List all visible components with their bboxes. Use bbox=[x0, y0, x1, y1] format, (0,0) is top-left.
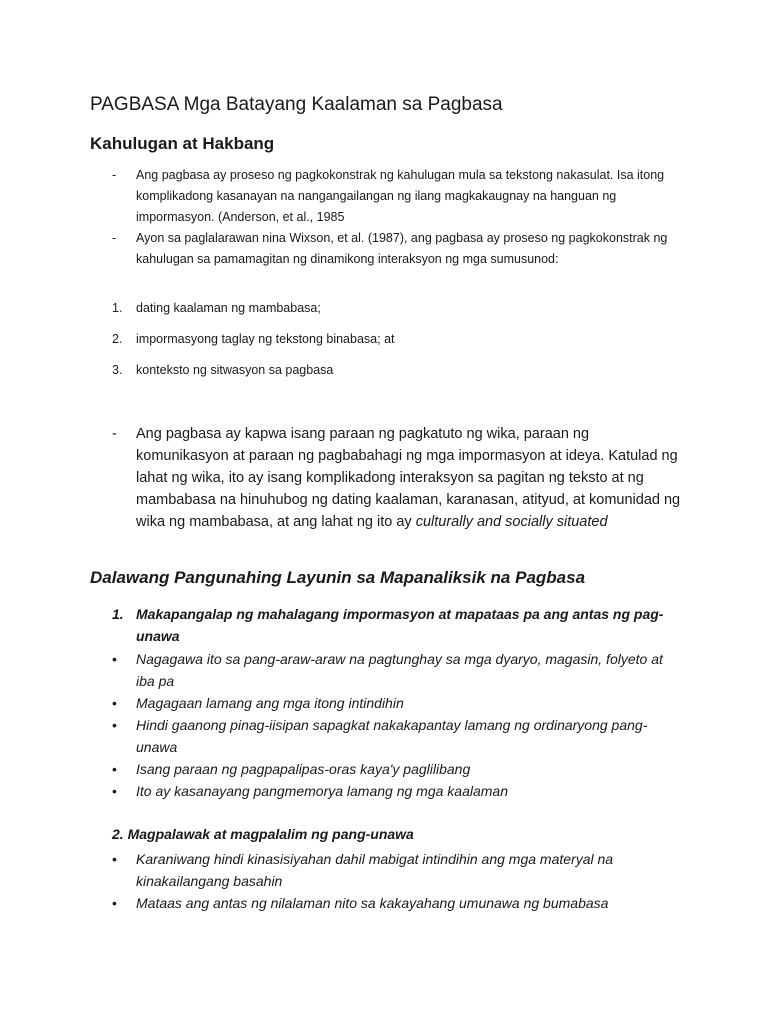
bullet-marker: • bbox=[112, 761, 117, 777]
item-number: 1. bbox=[112, 301, 123, 315]
dash-marker: - bbox=[112, 231, 117, 245]
dash-marker: - bbox=[112, 426, 117, 442]
item-text: dating kaalaman ng mambabasa; bbox=[136, 301, 321, 315]
paragraph-body: Ang pagbasa ay kapwa isang paraan ng pagkatuto ng wika, paraan ng komunikasyon at paraan ng pagbabahagi ng mga impormasyon at ideya. Katulad ng lahat ng wika, ito ay isang komplikadong interaksyon sa pagitan ng teksto at ng mambabasa na hinuhubog ng dating kaalaman, karanasan, atityud, at komunidad ng wika ng mambabasa, at ang lahat ng ito ay bbox=[136, 426, 681, 530]
list-item bbox=[112, 848, 672, 892]
bullet-text: Magagaan lamang ang mga itong intindihin bbox=[136, 695, 404, 711]
numbered-item bbox=[112, 301, 321, 315]
bullet-marker: • bbox=[112, 783, 117, 799]
item-number: 2. bbox=[112, 332, 123, 346]
objective-1-bullets bbox=[112, 648, 672, 802]
section-heading-layunin: Dalawang Pangunahing Layunin sa Mapanaliksik na Pagbasa bbox=[90, 568, 586, 587]
bullet-text: Karaniwang hindi kinasisiyahan dahil mabigat intindihin ang mga materyal na kinakailangang basahin bbox=[136, 851, 614, 889]
bullet-marker: • bbox=[112, 695, 117, 711]
objective-2-title: 2. Magpalawak at magpalalim ng pang-unawa bbox=[112, 826, 414, 842]
list-item-text: Ayon sa paglalarawan nina Wixson, et al. (1987), ang pagbasa ay proseso ng pagkokonstrak ng kahulugan sa pamamagitan ng dinamikong interaksyon ng mga sumusunod: bbox=[136, 231, 668, 266]
list-item bbox=[112, 648, 672, 692]
definition-list bbox=[112, 165, 692, 270]
reading-paragraph bbox=[112, 423, 682, 533]
bullet-text: Nagagawa ito sa pang-araw-araw na pagtunghay sa mga dyaryo, magasin, folyeto at iba pa bbox=[136, 651, 663, 689]
list-item-text: Ang pagbasa ay proseso ng pagkokonstrak ng kahulugan mula sa tekstong nakasulat. Isa itong komplikadong kasanayan na nangangailangan ng ilang magkakaugnay na hanguan ng impormasyon. (Anderson, et al., 1985 bbox=[136, 168, 665, 224]
bullet-text: Mataas ang antas ng nilalaman nito sa kakayahang umunawa ng bumabasa bbox=[136, 895, 609, 911]
bullet-text: Ito ay kasanayang pangmemorya lamang ng mga kaalaman bbox=[136, 783, 508, 799]
numbered-item bbox=[112, 332, 395, 346]
objective-number: 1. bbox=[112, 606, 124, 622]
bullet-marker: • bbox=[112, 895, 117, 911]
list-item bbox=[112, 892, 672, 914]
paragraph-text bbox=[136, 423, 682, 533]
item-text: konteksto ng sitwasyon sa pagbasa bbox=[136, 363, 334, 377]
objective-2-bullets bbox=[112, 848, 672, 914]
bullet-marker: • bbox=[112, 851, 117, 867]
section-heading-kahulugan: Kahulugan at Hakbang bbox=[90, 134, 275, 153]
list-item bbox=[112, 165, 692, 228]
objective-text: Makapangalap ng mahalagang impormasyon at mapataas pa ang antas ng pag-unawa bbox=[136, 606, 664, 644]
list-item bbox=[112, 758, 672, 780]
list-item bbox=[112, 714, 672, 758]
bullet-marker: • bbox=[112, 651, 117, 667]
bullet-text: Isang paraan ng pagpapalipas-oras kaya'y paglilibang bbox=[136, 761, 471, 777]
list-item bbox=[112, 228, 692, 270]
list-item bbox=[112, 780, 672, 802]
objective-1-title bbox=[112, 603, 682, 647]
list-item bbox=[112, 692, 672, 714]
item-text: impormasyong taglay ng tekstong binabasa; at bbox=[136, 332, 395, 346]
page-title: PAGBASA Mga Batayang Kaalaman sa Pagbasa bbox=[90, 94, 503, 115]
bullet-text: Hindi gaanong pinag-iisipan sapagkat nakakapantay lamang ng ordinaryong pang-unawa bbox=[136, 717, 648, 755]
dash-marker: - bbox=[112, 168, 117, 182]
paragraph-italic: culturally and socially situated bbox=[415, 514, 608, 530]
numbered-item bbox=[112, 363, 333, 377]
item-number: 3. bbox=[112, 363, 123, 377]
bullet-marker: • bbox=[112, 717, 117, 733]
